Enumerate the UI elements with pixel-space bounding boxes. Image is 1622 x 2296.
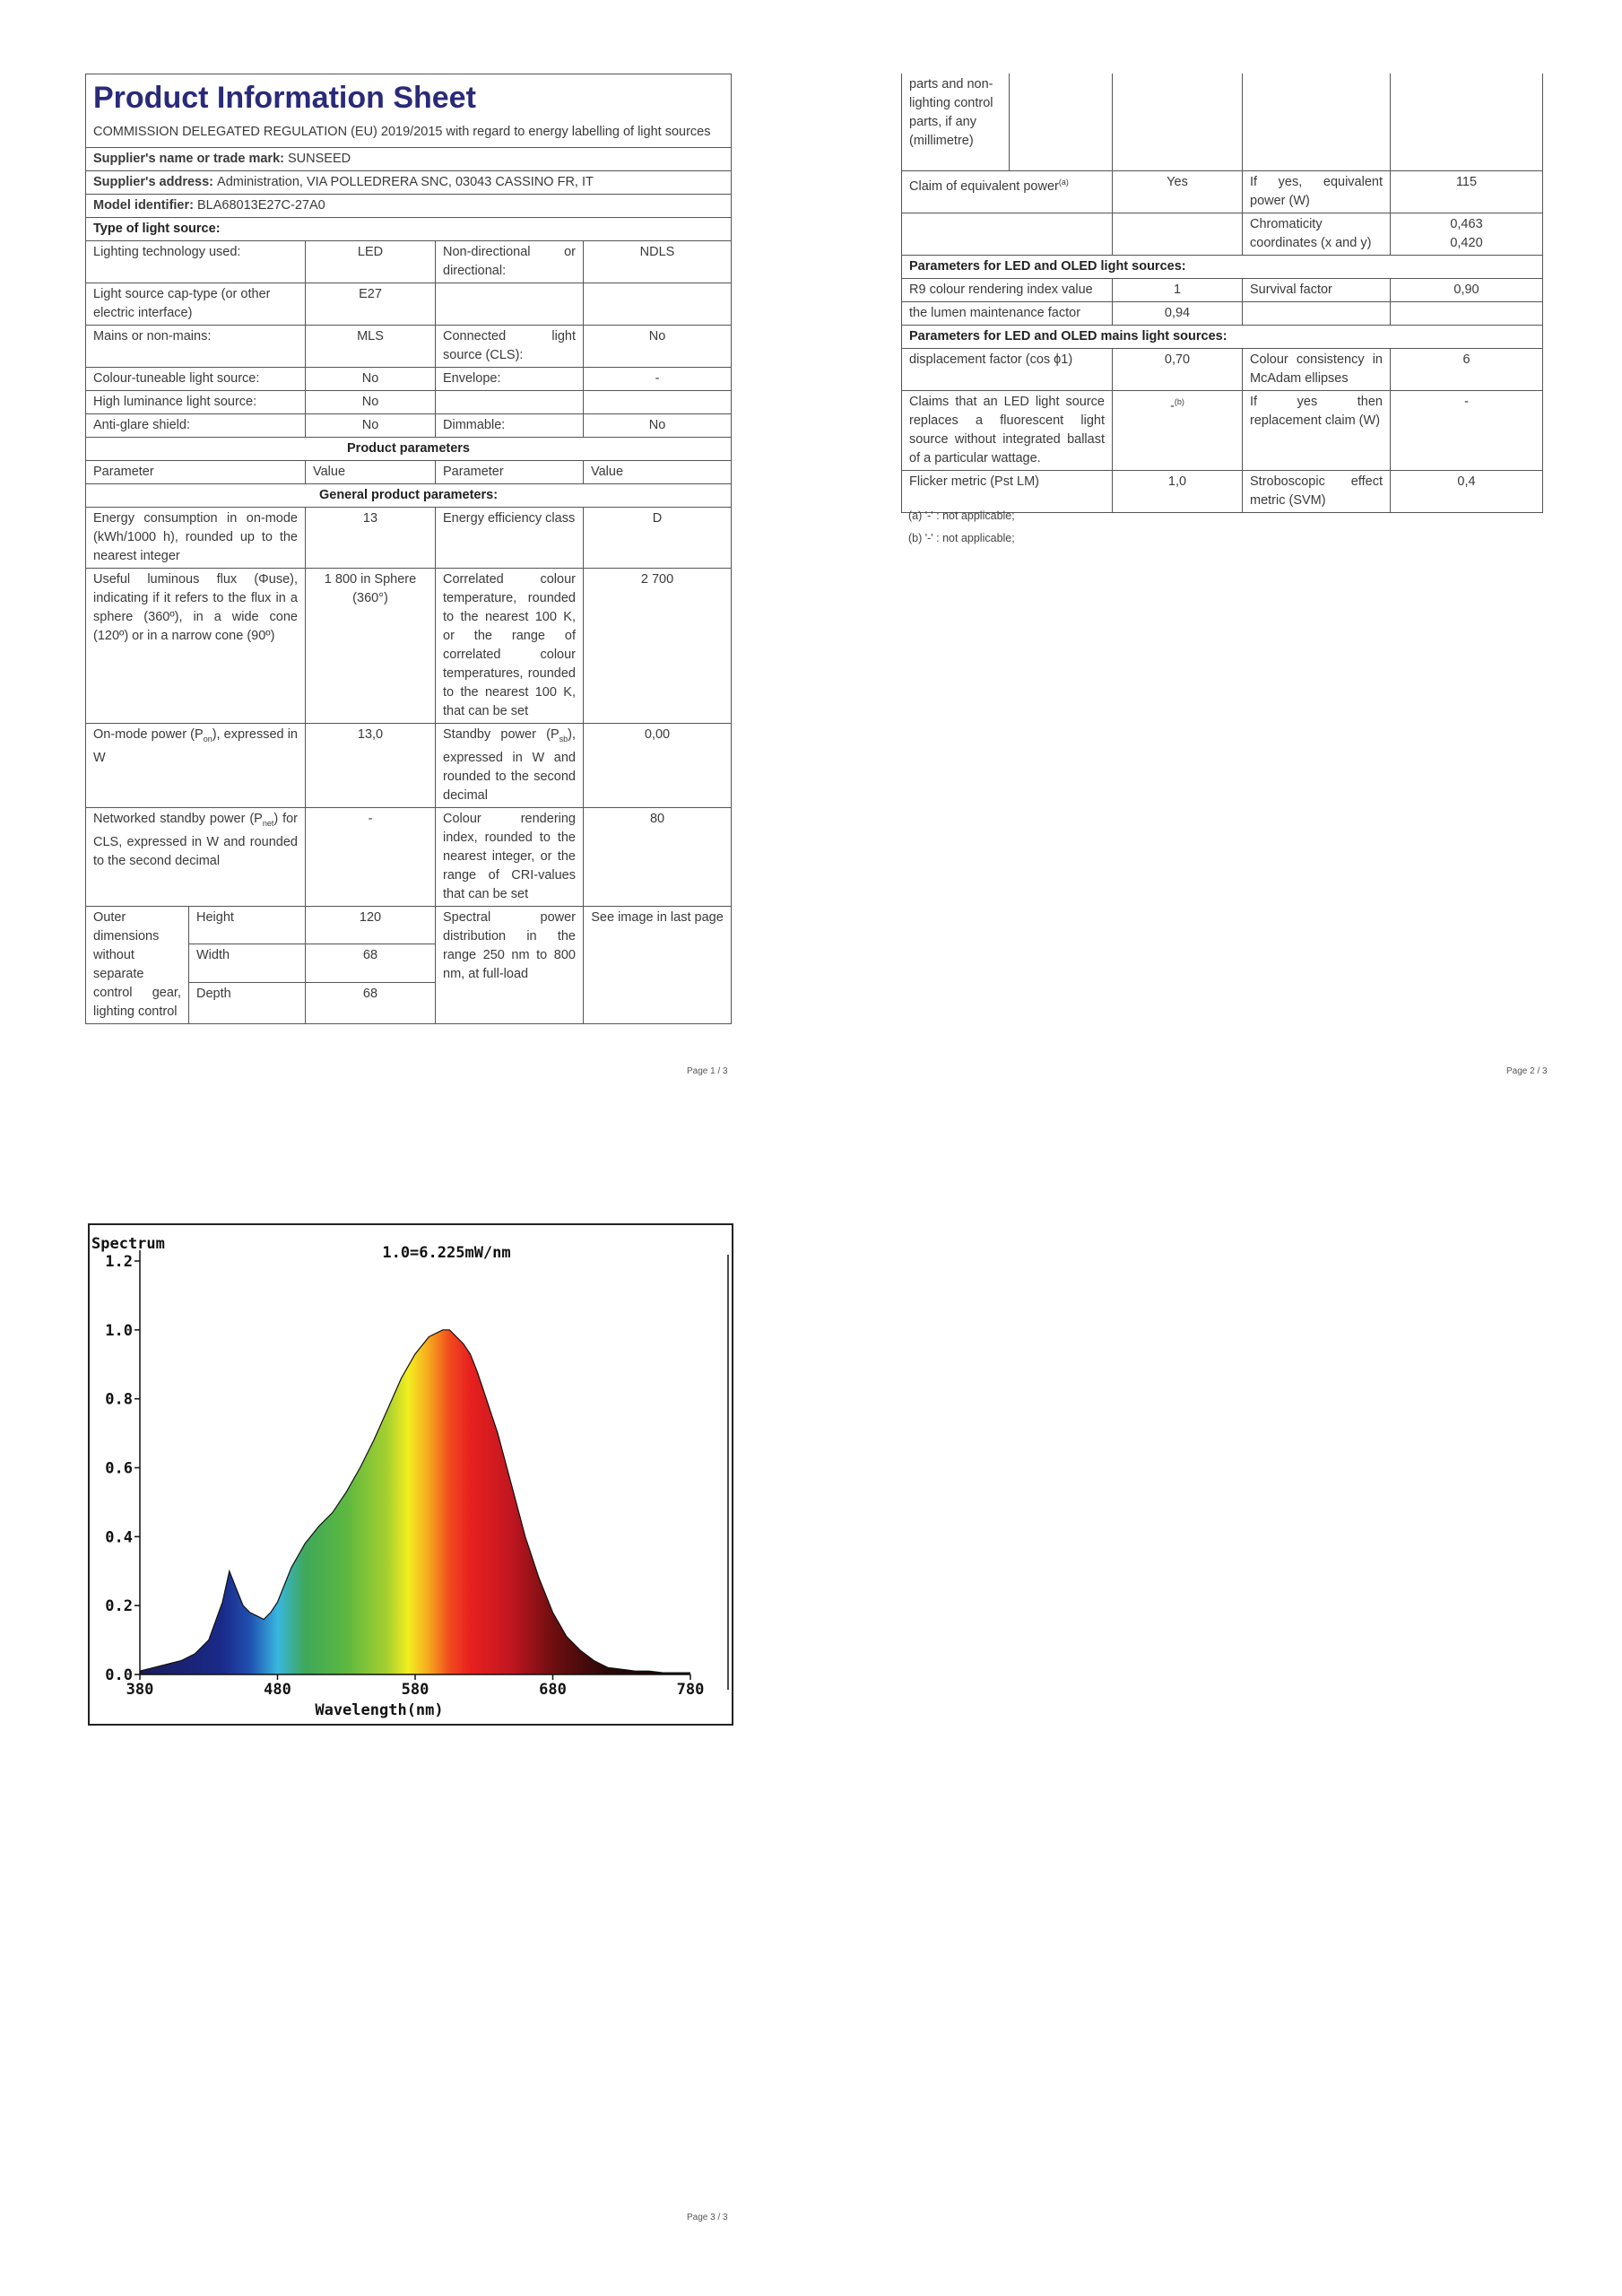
y-tick-label: 0.6: [105, 1459, 133, 1478]
width-label: Width: [189, 944, 306, 983]
equiv-power-label: Claim of equivalent power$^{(a)}$: [902, 170, 1113, 213]
y-tick-label: 0.8: [105, 1390, 133, 1409]
standby-power-value: 0,00: [584, 724, 732, 808]
equiv-power-value: Yes: [1113, 170, 1243, 213]
energy-consumption-label: Energy consumption in on-mode (kWh/1000 h), rounded up to the nearest integer: [86, 508, 306, 569]
page-3: [88, 1223, 733, 1726]
displacement-label: displacement factor (cos ϕ1): [902, 348, 1113, 390]
lumen-maint-value: 0,94: [1113, 301, 1243, 325]
colour-consistency-value: 6: [1391, 348, 1543, 390]
chart-title: Spectrum: [91, 1235, 165, 1253]
footnote-a: (a) '-' : not applicable;: [908, 509, 1015, 522]
address-value: Administration, VIA POLLEDRERA SNC, 03043 CASSINO FR, IT: [217, 175, 594, 189]
supplier-value: SUNSEED: [288, 152, 351, 166]
envelope-value: -: [584, 368, 732, 391]
led-oled-header: Parameters for LED and OLED light sources:: [902, 255, 1543, 278]
colour-tuneable-value: No: [306, 368, 436, 391]
displacement-value: 0,70: [1113, 348, 1243, 390]
cls-value: No: [584, 326, 732, 368]
equiv-power-w-label: If yes, equivalent power (W): [1243, 170, 1391, 213]
spd-value: See image in last page: [584, 906, 732, 1023]
spectrum-chart: [88, 1223, 733, 1726]
flicker-value: 1,0: [1113, 470, 1243, 512]
x-tick-label: 480: [264, 1681, 291, 1699]
anti-glare-value: No: [306, 414, 436, 438]
y-tick-label: 1.2: [105, 1253, 133, 1271]
height-label: Height: [189, 906, 306, 944]
replacement-claim-label: If yes then replacement claim (W): [1243, 390, 1391, 470]
directional-label: Non-directional or directional:: [436, 241, 584, 283]
page-number-2: Page 2 / 3: [1506, 1066, 1548, 1076]
cls-label: Connected light source (CLS):: [436, 326, 584, 368]
cap-type-value: E27: [306, 283, 436, 326]
high-luminance-label: High luminance light source:: [86, 391, 306, 414]
svm-label: Stroboscopic effect metric (SVM): [1243, 470, 1391, 512]
page-2: [901, 74, 1542, 513]
info-table-2: [901, 74, 1543, 513]
type-label: Type of light source:: [86, 218, 732, 241]
outer-dimensions-label: Outer dimensions without separate control gear, lighting control: [86, 906, 189, 1023]
luminous-flux-label: Useful luminous flux (Φuse), indicating if it refers to the flux in a sphere (360º), in a wide cone (120º) or in a narrow cone (90º): [86, 569, 306, 724]
high-luminance-value: No: [306, 391, 436, 414]
replacement-value: -$^{(b)}$: [1113, 390, 1243, 470]
model-label: Model identifier:: [93, 198, 194, 213]
y-tick-label: 0.4: [105, 1528, 133, 1547]
lighting-tech-label: Lighting technology used:: [86, 241, 306, 283]
depth-label: Depth: [189, 982, 306, 1023]
svm-value: 0,4: [1391, 470, 1543, 512]
energy-class-label: Energy efficiency class: [436, 508, 584, 569]
survival-value: 0,90: [1391, 278, 1543, 301]
colour-consistency-label: Colour consistency in McAdam ellipses: [1243, 348, 1391, 390]
model-value: BLA68013E27C-27A0: [197, 198, 325, 213]
equiv-power-w-value: 115: [1391, 170, 1543, 213]
dimmable-value: No: [584, 414, 732, 438]
cct-value: 2 700: [584, 569, 732, 724]
cri-label: Colour rendering index, rounded to the nearest integer, or the range of CRI-values that can be set: [436, 807, 584, 906]
dimmable-label: Dimmable:: [436, 414, 584, 438]
y-tick-label: 1.0: [105, 1321, 133, 1340]
replacement-label: Claims that an LED light source replaces a fluorescent light source without integrated ballast of a particular wattage.: [902, 390, 1113, 470]
width-value: 68: [306, 944, 436, 983]
energy-consumption-value: 13: [306, 508, 436, 569]
on-mode-power-value: 13,0: [306, 724, 436, 808]
networked-standby-label: Networked standby power $(P_{net})$ for CLS, expressed in W and rounded to the second decimal: [86, 807, 306, 906]
r9-label: R9 colour rendering index value: [902, 278, 1113, 301]
chart-annotation: 1.0=6.225mW/nm: [382, 1244, 511, 1262]
spd-label: Spectral power distribution in the range 250 nm to 800 nm, at full-load: [436, 906, 584, 1023]
r9-value: 1: [1113, 278, 1243, 301]
footnote-b: (b) '-' : not applicable;: [908, 532, 1015, 544]
page-number-1: Page 1 / 3: [687, 1066, 728, 1076]
supplier-label: Supplier's name or trade mark:: [93, 152, 284, 166]
page-1: [85, 74, 731, 1024]
depth-value: 68: [306, 982, 436, 1023]
general-parameters-header: General product parameters:: [86, 484, 732, 508]
info-table: [85, 74, 732, 1024]
luminous-flux-value: 1 800 in Sphere (360°): [306, 569, 436, 724]
header-value-2: Value: [584, 461, 732, 484]
chromaticity-label: Chromaticity coordinates (x and y): [1243, 213, 1391, 255]
x-tick-label: 780: [676, 1681, 705, 1699]
header-value: Value: [306, 461, 436, 484]
on-mode-power-label: On-mode power $(P_{on})$, expressed in W: [86, 724, 306, 808]
page-number-3: Page 3 / 3: [687, 2213, 728, 2222]
mains-value: MLS: [306, 326, 436, 368]
height-value: 120: [306, 906, 436, 944]
chromaticity-value: 0,463 0,420: [1391, 213, 1543, 255]
address-label: Supplier's address:: [93, 175, 213, 189]
networked-standby-value: -: [306, 807, 436, 906]
regulation-text: COMMISSION DELEGATED REGULATION (EU) 2019/2015 with regard to energy labelling of light sources: [93, 125, 711, 139]
header-parameter: Parameter: [86, 461, 306, 484]
colour-tuneable-label: Colour-tuneable light source:: [86, 368, 306, 391]
cap-type-label: Light source cap-type (or other electric interface): [86, 283, 306, 326]
product-parameters-header: Product parameters: [86, 438, 732, 461]
directional-value: NDLS: [584, 241, 732, 283]
flicker-label: Flicker metric (Pst LM): [902, 470, 1113, 512]
envelope-label: Envelope:: [436, 368, 584, 391]
x-axis-label: Wavelength(nm): [315, 1701, 444, 1719]
lumen-maint-label: the lumen maintenance factor: [902, 301, 1113, 325]
standby-power-label: Standby power $(P_{sb})$, expressed in W and rounded to the second decimal: [436, 724, 584, 808]
y-tick-label: 0.2: [105, 1597, 133, 1616]
cct-label: Correlated colour temperature, rounded to the nearest 100 K, or the range of correlated colour temperatures, rounded to the nearest 100 K, that can be set: [436, 569, 584, 724]
continued-label: parts and non-lighting control parts, if any (millimetre): [902, 74, 1010, 170]
energy-class-value: D: [584, 508, 732, 569]
x-tick-label: 580: [401, 1681, 429, 1699]
led-oled-mains-header: Parameters for LED and OLED mains light sources:: [902, 325, 1543, 348]
x-tick-label: 380: [126, 1681, 154, 1699]
x-tick-label: 680: [539, 1681, 567, 1699]
anti-glare-label: Anti-glare shield:: [86, 414, 306, 438]
header-parameter-2: Parameter: [436, 461, 584, 484]
replacement-claim-value: -: [1391, 390, 1543, 470]
mains-label: Mains or non-mains:: [86, 326, 306, 368]
page-title: Product Information Sheet: [93, 81, 476, 115]
lighting-tech-value: LED: [306, 241, 436, 283]
survival-label: Survival factor: [1243, 278, 1391, 301]
cri-value: 80: [584, 807, 732, 906]
y-tick-label: 0.0: [105, 1666, 133, 1684]
